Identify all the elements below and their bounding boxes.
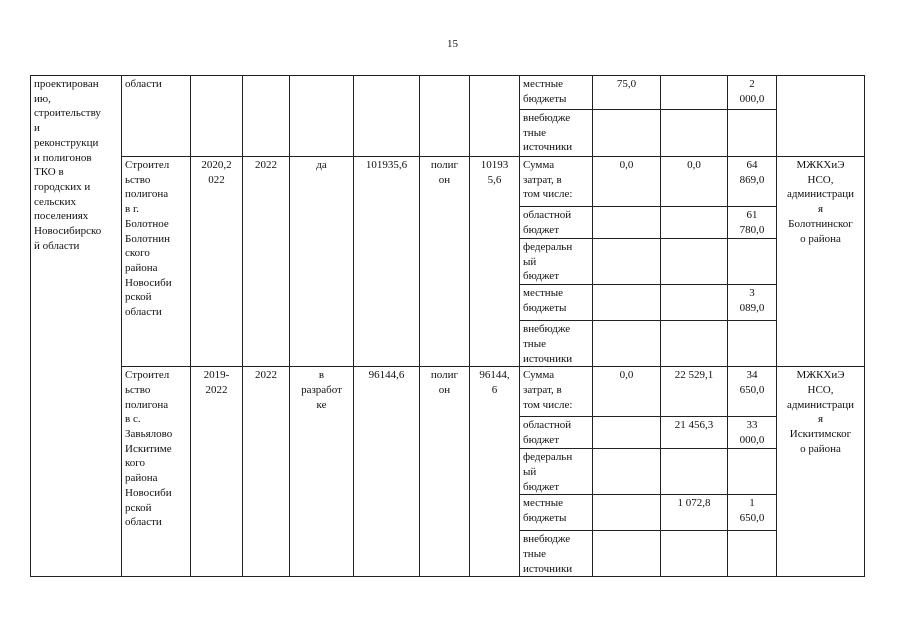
cell-line: 089,0 [739, 301, 765, 314]
table-row [31, 367, 865, 417]
cell-line: Сумма [523, 159, 555, 171]
source-cell [520, 76, 593, 110]
cell-line: 5,6 [487, 173, 502, 186]
cell-line: 96144, [479, 369, 510, 382]
cell-line: бюджеты [523, 301, 567, 314]
cell-line: он [438, 383, 451, 396]
empty-cell [470, 76, 520, 157]
value-2021-cell: 1 072,8 [661, 495, 728, 531]
cell-line: источники [523, 141, 573, 154]
value-2021-cell [661, 110, 728, 157]
value-2022-cell [728, 495, 777, 531]
cost-cell [354, 157, 420, 367]
cell-line: 000,0 [739, 92, 765, 105]
cell-line: ый [523, 465, 537, 478]
cell-line: полигона [125, 188, 169, 201]
capacity-cell [470, 367, 520, 577]
cell-line: Болотное [125, 217, 169, 230]
status-cell [290, 367, 354, 577]
cell-line: 2 [749, 78, 755, 90]
cell-line: области [125, 78, 162, 90]
cell-line: бюджеты [523, 92, 567, 105]
cell-line: ьство [125, 173, 151, 186]
value-2020-cell [593, 321, 661, 367]
unit-cell [420, 367, 470, 577]
cell-line: я [817, 203, 824, 216]
cell-line: полигона [125, 398, 169, 411]
end-year-cell [243, 157, 290, 367]
cell-line: 2020,2 [201, 159, 232, 171]
cell-line: и [34, 122, 40, 135]
cell-line: Завьялово [125, 428, 173, 441]
value-2022-cell [728, 417, 777, 449]
cell-line: тные [523, 548, 546, 561]
object-cell [122, 157, 191, 367]
cell-line: я [817, 413, 824, 426]
cell-line: Болотнин [125, 232, 170, 245]
cell-line: 34 [746, 369, 758, 382]
cell-line: да [316, 159, 327, 171]
cell-line: 33 [746, 419, 758, 432]
cell-line: затрат, в [523, 173, 562, 186]
cell-line: местные [523, 497, 563, 510]
value-2020-cell [593, 285, 661, 321]
cell-line: поселениях [34, 210, 89, 223]
cell-line: проектирован [34, 78, 99, 90]
value-2022-cell [728, 321, 777, 367]
cell-line: НСО, [807, 383, 834, 396]
responsible-cell [777, 157, 865, 367]
source-cell [520, 110, 593, 157]
cell-line: 650,0 [739, 512, 765, 525]
cell-line: ТКО в [34, 166, 64, 179]
cell-line: Новосиби [125, 276, 172, 289]
empty-cell [354, 76, 420, 157]
cell-line: внебюдже [523, 533, 571, 546]
cell-line: 64 [746, 159, 758, 171]
cell-line: ьство [125, 383, 151, 396]
source-cell [520, 417, 593, 449]
cell-line: администраци [786, 188, 855, 201]
cell-line: городских и [34, 180, 91, 193]
source-cell [520, 285, 593, 321]
cell-line: о района [800, 442, 841, 455]
cell-line: ию, [34, 92, 51, 105]
value-2020-cell [593, 531, 661, 577]
cell-line: в с. [125, 413, 141, 426]
cell-line: в [318, 369, 325, 382]
unit-cell [420, 157, 470, 367]
empty-cell [243, 76, 290, 157]
cell-line: администраци [786, 398, 855, 411]
value-2021-cell: 21 456,3 [661, 417, 728, 449]
cell-line: в г. [125, 203, 139, 216]
source-cell [520, 321, 593, 367]
cell-line: федеральн [523, 241, 573, 253]
value-2020-cell [593, 239, 661, 285]
cell-line: источники [523, 562, 573, 575]
cell-line: 61 [746, 209, 758, 221]
cell-line: источники [523, 352, 573, 365]
value-2022-cell [728, 449, 777, 495]
cell-line: сельских [34, 195, 77, 208]
source-cell [520, 367, 593, 417]
object-cell [122, 76, 191, 157]
cell-line: бюджеты [523, 512, 567, 525]
cell-line: ый [523, 255, 537, 268]
source-cell [520, 449, 593, 495]
cell-line: строительству [34, 107, 101, 120]
cell-line: Строител [125, 369, 170, 382]
value-2021-cell [661, 285, 728, 321]
cell-line: местные [523, 78, 563, 90]
cell-line: НСО, [807, 173, 834, 186]
cell-line: 780,0 [739, 223, 765, 236]
cell-line: Болотнинског [788, 217, 853, 230]
source-cell [520, 239, 593, 285]
cell-line: Новосиби [125, 486, 172, 499]
value-2022-cell [728, 110, 777, 157]
value-2020-cell [593, 110, 661, 157]
cell-line: областной [523, 419, 572, 432]
cell-line: полиг [430, 369, 459, 382]
responsible-cell [777, 367, 865, 577]
value-2021-cell [661, 239, 728, 285]
cell-line: ского [125, 247, 150, 260]
cell-line: 10193 [480, 159, 509, 171]
cell-line: 3 [749, 287, 755, 300]
cell-line: Сумма [523, 369, 555, 382]
status-cell [290, 157, 354, 367]
cell-line: 2022 [255, 159, 277, 171]
cell-line: МЖКХиЭ [796, 159, 845, 171]
cell-line: й области [34, 239, 80, 252]
value-2022-cell [728, 239, 777, 285]
goal-cell [31, 76, 122, 577]
cell-line: бюджет [523, 223, 559, 236]
cell-line: о района [800, 232, 841, 245]
value-2021-cell [661, 76, 728, 110]
source-cell [520, 495, 593, 531]
cell-line: федеральн [523, 451, 573, 464]
empty-cell [420, 76, 470, 157]
cell-line: МЖКХиЭ [796, 369, 845, 382]
cell-line: района [125, 261, 158, 274]
cell-line: внебюдже [523, 112, 571, 124]
years-cell [191, 367, 243, 577]
cell-line: Искитимског [789, 428, 852, 441]
cell-line: областной [523, 209, 572, 221]
cell-line: реконструкци [34, 136, 99, 149]
cell-line: Строител [125, 159, 170, 171]
cell-line: района [125, 472, 158, 485]
cell-line: кого [125, 457, 146, 470]
value-2020-cell: 75,0 [593, 76, 661, 110]
value-2022-cell [728, 285, 777, 321]
value-2022-cell [728, 531, 777, 577]
source-cell [520, 207, 593, 239]
cell-line: 2022 [255, 369, 277, 382]
budget-table [30, 75, 865, 577]
cell-line: 2022 [205, 383, 228, 396]
value-2020-cell: 0,0 [593, 367, 661, 417]
cell-line: тные [523, 337, 546, 350]
cell-line: том числе: [523, 398, 573, 411]
cell-line: 000,0 [739, 433, 765, 446]
object-cell [122, 367, 191, 577]
value-2022-cell [728, 207, 777, 239]
cell-line: бюджет [523, 270, 559, 283]
budget-table-wrap [30, 75, 865, 577]
cell-line: 6 [491, 383, 498, 396]
empty-cell [191, 76, 243, 157]
value-2020-cell [593, 417, 661, 449]
cell-line: Искитиме [125, 442, 172, 455]
value-2020-cell [593, 449, 661, 495]
cell-line: 2019- [203, 369, 230, 382]
cell-line: области [125, 516, 162, 529]
table-row [31, 76, 865, 110]
cell-line: бюджет [523, 433, 559, 446]
cell-line: ке [316, 398, 327, 411]
value-2022-cell [728, 367, 777, 417]
source-cell [520, 157, 593, 207]
value-2020-cell: 0,0 [593, 157, 661, 207]
cell-line: бюджет [523, 480, 559, 493]
cell-line: полиг [430, 159, 459, 171]
value-2021-cell [661, 207, 728, 239]
cell-line: он [438, 173, 451, 186]
cell-line: и полигонов [34, 151, 92, 164]
cell-line: 1 [749, 497, 755, 510]
cell-line: внебюдже [523, 323, 571, 336]
cell-line: том числе: [523, 188, 573, 201]
cell-line: местные [523, 287, 563, 300]
cell-line: 650,0 [739, 383, 765, 396]
table-row [31, 157, 865, 207]
cell-line: рской [125, 291, 152, 304]
value-2022-cell [728, 157, 777, 207]
cell-line: 101935,6 [365, 159, 408, 171]
value-2021-cell [661, 449, 728, 495]
capacity-cell [470, 157, 520, 367]
value-2021-cell [661, 531, 728, 577]
cost-cell [354, 367, 420, 577]
value-2020-cell [593, 207, 661, 239]
value-2021-cell [661, 321, 728, 367]
source-cell [520, 531, 593, 577]
page-number: 15 [447, 38, 458, 50]
years-cell [191, 157, 243, 367]
cell-line: Новосибирско [34, 225, 102, 238]
cell-line: 022 [208, 173, 225, 186]
cell-line: рской [125, 501, 152, 514]
value-2021-cell: 0,0 [661, 157, 728, 207]
value-2020-cell [593, 495, 661, 531]
responsible-cell [777, 76, 865, 157]
cell-line: тные [523, 126, 546, 139]
value-2021-cell: 22 529,1 [661, 367, 728, 417]
cell-line: разработ [301, 383, 342, 396]
cell-line: области [125, 306, 162, 319]
cell-line: 869,0 [739, 173, 765, 186]
value-2022-cell [728, 76, 777, 110]
cell-line: затрат, в [523, 383, 562, 396]
cell-line: 96144,6 [368, 369, 405, 382]
empty-cell [290, 76, 354, 157]
end-year-cell [243, 367, 290, 577]
